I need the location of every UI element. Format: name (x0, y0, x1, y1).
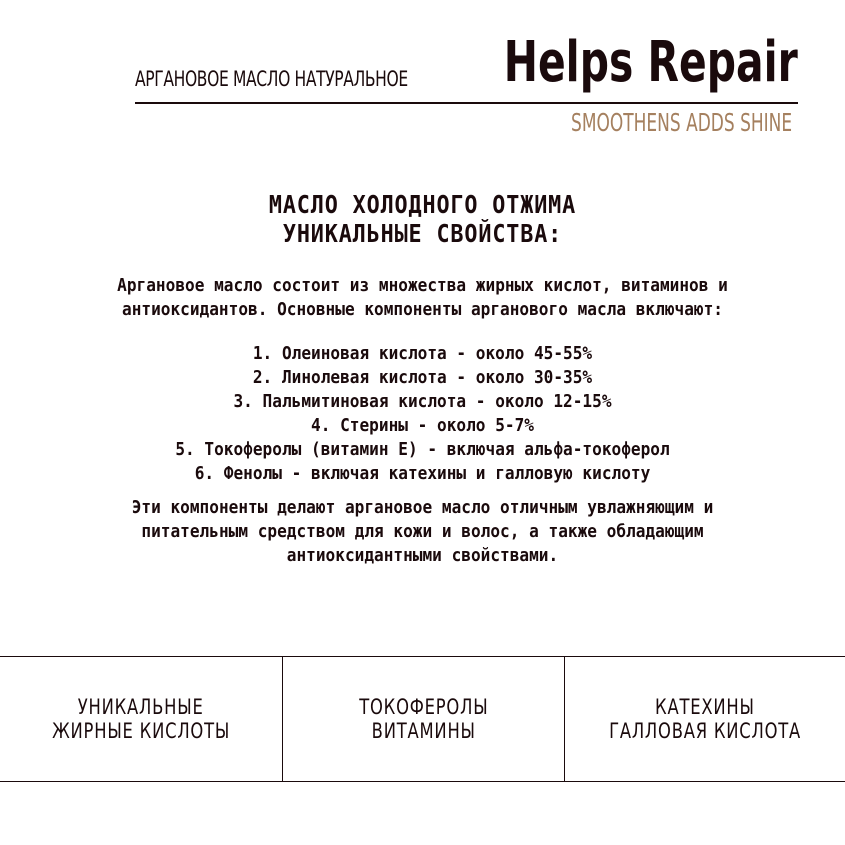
feature-box-line: ТОКОФЕРОЛЫ (358, 695, 489, 719)
intro-line: Аргановое масло состоит из множества жирных кислот, витаминов и (117, 276, 728, 296)
header-subtitle: АРГАНОВОЕ МАСЛО НАТУРАЛЬНОЕ (135, 67, 408, 91)
list-item: 4. Стерины - около 5-7% (311, 416, 534, 436)
list-item: 3. Пальмитиновая кислота - около 12-15% (233, 392, 612, 412)
intro-paragraph (0, 274, 845, 322)
section-title-line: УНИКАЛЬНЫЕ СВОЙСТВА: (282, 219, 563, 248)
feature-box-catechins (564, 657, 845, 781)
feature-box-line: ГАЛЛОВАЯ КИСЛОТА (609, 719, 801, 743)
list-item: 5. Токоферолы (витамин Е) - включая альфа-токоферол (175, 440, 670, 460)
outro-line: Эти компоненты делают аргановое масло отличным увлажняющим и (131, 498, 714, 518)
feature-box-line: ЖИРНЫЕ КИСЛОТЫ (51, 719, 231, 743)
outro-paragraph (0, 496, 845, 568)
feature-box-line: ВИТАМИНЫ (371, 719, 476, 743)
feature-box-tocopherols (282, 657, 564, 781)
header-title: Helps Repair (503, 30, 798, 95)
components-list (0, 342, 845, 486)
list-item: 6. Фенолы - включая катехины и галловую кислоту (194, 464, 651, 484)
list-item: 1. Олеиновая кислота - около 45-55% (252, 344, 593, 364)
section-title-line: МАСЛО ХОЛОДНОГО ОТЖИМА (268, 190, 577, 219)
feature-box-fatty-acids (0, 657, 282, 781)
header-divider (135, 102, 798, 104)
outro-line: антиоксидантными свойствами. (286, 546, 559, 566)
feature-boxes (0, 656, 845, 782)
feature-box-line: УНИКАЛЬНЫЕ (78, 695, 204, 719)
outro-line: питательным средством для кожи и волос, а также обладающим (141, 522, 704, 542)
intro-line: антиоксидантов. Основные компоненты арганового масла включают: (122, 300, 723, 320)
feature-box-line: КАТЕХИНЫ (655, 695, 755, 719)
list-item: 2. Линолевая кислота - около 30-35% (252, 368, 593, 388)
header-tagline: SMOOTHENS ADDS SHINE (570, 108, 792, 137)
section-title (0, 190, 845, 248)
